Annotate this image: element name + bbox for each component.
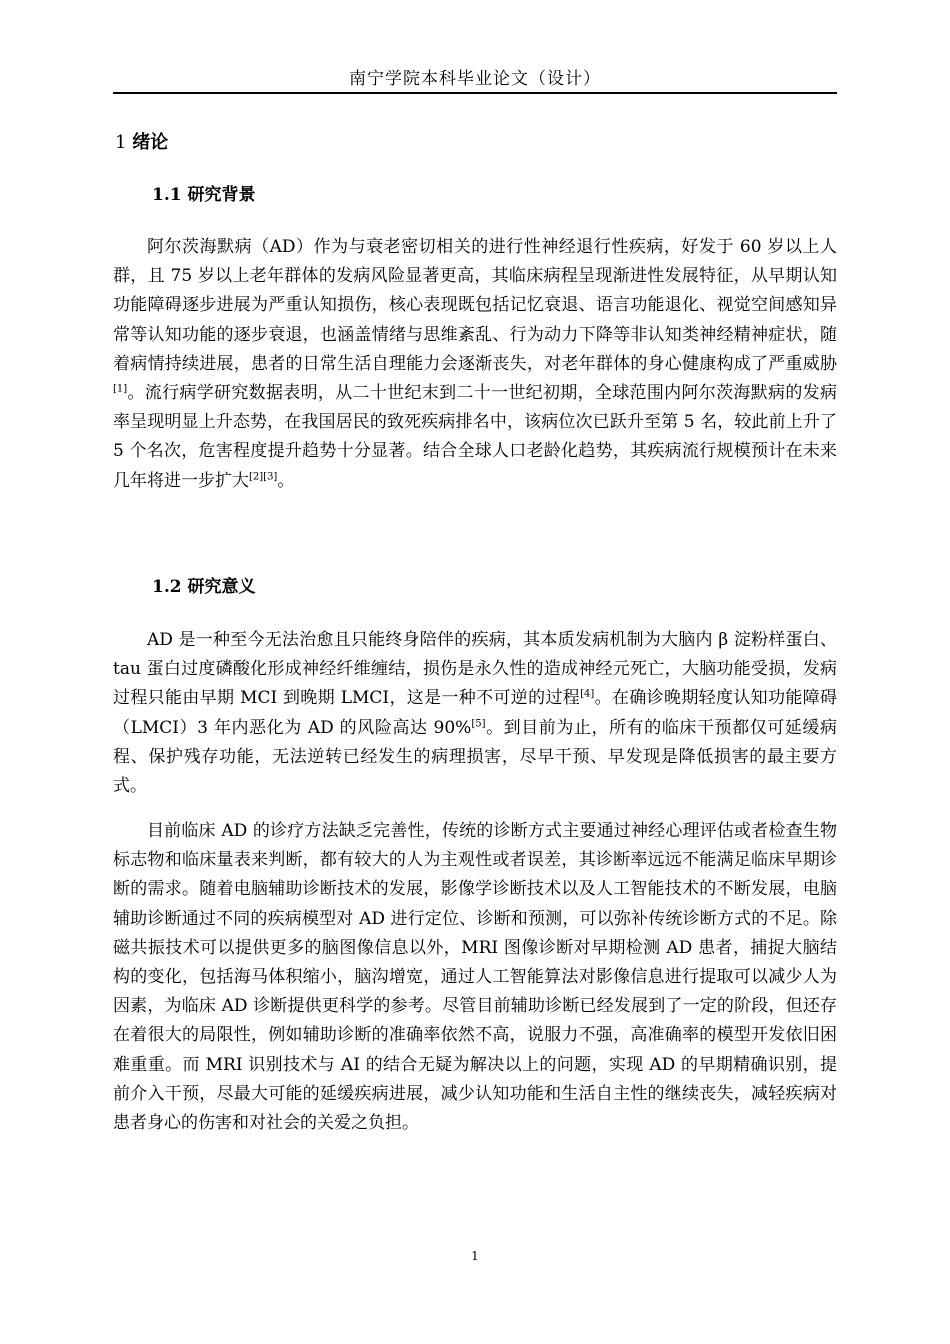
paragraph-text: 目前临床 AD 的诊疗方法缺乏完善性，传统的诊断方式主要通过神经心理评估或者检查生物标志物和临床量表来判断，都有较大的人为主观性或者误差，其诊断率远远不能满足临床早期诊断的需求。随着电脑辅助诊断技术的发展，影像学诊断技术以及人工智能技术的不断发展，电脑辅助诊断通过不同的疾病模型对 AD 进行定位、诊断和预测，可以弥补传统诊断方式的不足。除磁共振技术可以提供更多的脑图像信息以外，MRI 图像诊断对早期检测 AD 患者，捕捉大脑结构的变化，包括海马体积缩小，脑沟增宽，通过人工智能算法对影像信息进行提取可以减少人为因素，为临床 AD 诊断提供更科学的参考。尽管目前辅助诊断已经发展到了一定的阶段，但还存在着很大的局限性，例如辅助诊断的准确率依然不高，说服力不强，高准确率的模型开发依旧困难重重。而 MRI 识别技术与 AI 的结合无疑为解决以上的问题，实现 AD 的早期精确识别，提前介入干预，尽最大可能的延缓疾病进展，减少认知功能和生活自主性的继续丧失，减轻疾病对患者身心的伤害和对社会的关爱之负担。 — [113, 821, 837, 1134]
paragraph-text: 。在确诊晚期轻度认知功能障碍（LMCI）3 年内恶化为 AD 的风险高达 90% — [113, 688, 838, 738]
chapter-number: 1 — [115, 132, 127, 153]
paragraph-text: 。流行病学研究数据表明，从二十世纪末到二十一世纪初期，全球范围内阿尔茨海默病的发病率呈现明显上升态势，在我国居民的致死疾病排名中，该病位次已跃升至第 5 名，较此前上升了 5 个名次，危害程度提升趋势十分显著。结合全球人口老龄化趋势，其疾病流行规模预计在未来几年将进一步扩大 — [113, 383, 837, 491]
citation: [2][3] — [249, 470, 278, 482]
paragraph-text: 阿尔茨海默病（AD）作为与衰老密切相关的进行性神经退行性疾病，好发于 60 岁以上人群，且 75 岁以上老年群体的发病风险显著更高，其临床病程呈现渐进性发展特征，从早期认知功能障碍逐步进展为严重认知损伤，核心表现既包括记忆衰退、语言功能退化、视觉空间感知异常等认知功能的逐步衰退，也涵盖情绪与思维紊乱、行为动力下降等非认知类神经精神症状，随着病情持续进展，患者的日常生活自理能力会逐渐丧失，对老年群体的身心健康构成了严重威胁 — [113, 237, 837, 374]
header-rule — [113, 92, 837, 94]
chapter-title: 绪论 — [132, 132, 169, 153]
paragraph-text: 。到目前为止，所有的临床干预都仅可延缓病程、保护残存功能，无法逆转已经发生的病理损害，尽早干预、早发现是降低损害的最主要方式。 — [113, 717, 838, 797]
page-number: 1 — [471, 1249, 479, 1263]
citation: [1] — [113, 383, 128, 395]
paragraph-text: 。 — [277, 470, 295, 491]
section-heading: 1.2 研究意义 — [152, 577, 256, 597]
paragraph-text: AD 是一种至今无法治愈且只能终身陪伴的疾病，其本质发病机制为大脑内 β 淀粉样蛋白、tau 蛋白过度磷酸化形成神经纤维缠结，损伤是永久性的造成神经元死亡，大脑功能受损，发病过程只能由早期 MCI 到晚期 LMCI，这是一种不可逆的过程 — [113, 630, 837, 709]
section-heading: 1.1 研究背景 — [152, 185, 256, 205]
body-paragraph — [113, 233, 837, 496]
citation: [5] — [471, 717, 486, 729]
running-header: 南宁学院本科毕业论文（设计） — [349, 69, 601, 89]
chapter-heading — [115, 131, 168, 155]
body-paragraph — [113, 626, 837, 801]
body-paragraph — [113, 817, 837, 1138]
citation: [4] — [580, 688, 595, 700]
